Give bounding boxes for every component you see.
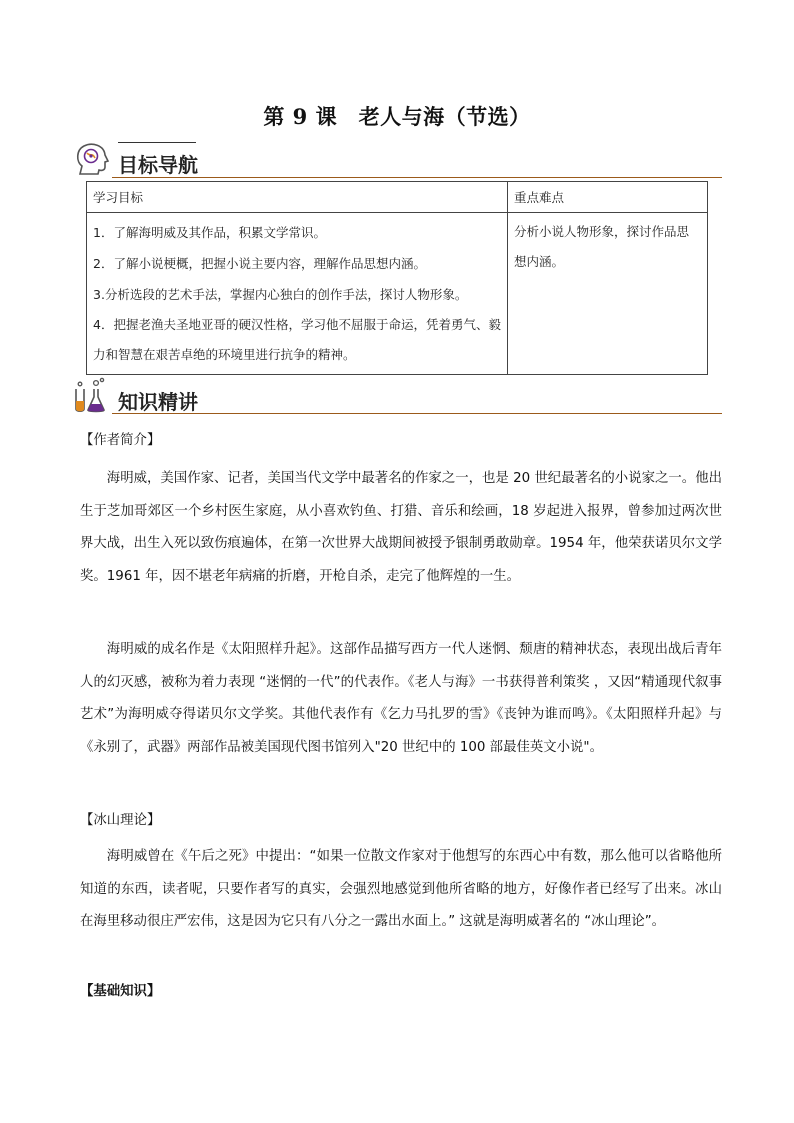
section-heading-goals (72, 140, 722, 180)
goal-item: 2．了解小说梗概，把握小说主要内容，理解作品思想内涵。 (93, 256, 426, 271)
iceberg-paragraph: 海明威曾在《午后之死》中提出：“如果一位散文作家对于他想写的东西心中有数，那么他可以省略他所知道的东西，读者呢，只要作者写的真实，会强烈地感觉到他所省略的地方，好像作者已经写了出来。冰山在海里移动很庄严宏伟，这是因为它只有八分之一露出水面上。” 这就是海明威著名的 “冰山理论”。 (80, 849, 722, 929)
table-header-key-points: 重点难点 (508, 182, 708, 213)
basic-knowledge-heading: 【基础知识】 (80, 984, 161, 999)
author-paragraph: 海明威的成名作是《太阳照样升起》。这部作品描写西方一代人迷惘、颓唐的精神状态，表现出战后青年人的幻灭感，被称为着力表现 “迷惘的一代”的代表作。《老人与海》一书获得普利策奖 ，又因“精通现代叙事艺术”为海明威夺得诺贝尔文学奖。其他代表作有《乞力马扎罗的雪》《丧钟为谁而鸣》。《太阳照样升起》与《永别了，武器》两部作品被美国现代图书馆列入"20 世纪中的 100 部最佳英文小说"。 (80, 642, 722, 755)
section-heading-knowledge (72, 375, 722, 415)
author-intro-heading: 【作者简介】 (80, 433, 161, 448)
goal-item: 3.分析选段的艺术手法，掌握内心独白的创作手法，探讨人物形象。 (93, 287, 468, 302)
heading-topline (118, 142, 196, 143)
page-title: 第 9 课 老人与海（节选） (263, 104, 531, 129)
section-heading-label: 知识精讲 (118, 390, 198, 414)
author-paragraph: 海明威，美国作家、记者，美国当代文学中最著名的作家之一，也是 20 世纪最著名的小说家之一。他出生于芝加哥郊区一个乡村医生家庭，从小喜欢钓鱼、打猎、音乐和绘画，18 岁起进入报界，曾参加过两次世界大战，出生入死以致伤痕遍体，在第一次世界大战期间被授予银制勇敢勋章。1954 年，他荣获诺贝尔文学奖。1961 年，因不堪老年病痛的折磨，开枪自杀，走完了他辉煌的一生。 (80, 471, 722, 584)
goals-table (86, 181, 708, 375)
goal-item: 4．把握老渔夫圣地亚哥的硬汉性格，学习他不屈服于命运，凭着勇气、毅力和智慧在艰苦卓绝的环境里进行抗争的精神。 (93, 317, 501, 362)
iceberg-heading: 【冰山理论】 (80, 813, 161, 828)
table-header-goals: 学习目标 (87, 182, 508, 213)
brain-head-icon (72, 140, 112, 180)
heading-rule (112, 177, 722, 178)
key-points-text: 分析小说人物形象，探讨作品思想内涵。 (514, 224, 690, 269)
heading-rule (112, 413, 722, 414)
goal-item: 1．了解海明威及其作品，积累文学常识。 (93, 225, 326, 240)
section-heading-label: 目标导航 (118, 153, 198, 177)
flask-icon (72, 375, 112, 415)
